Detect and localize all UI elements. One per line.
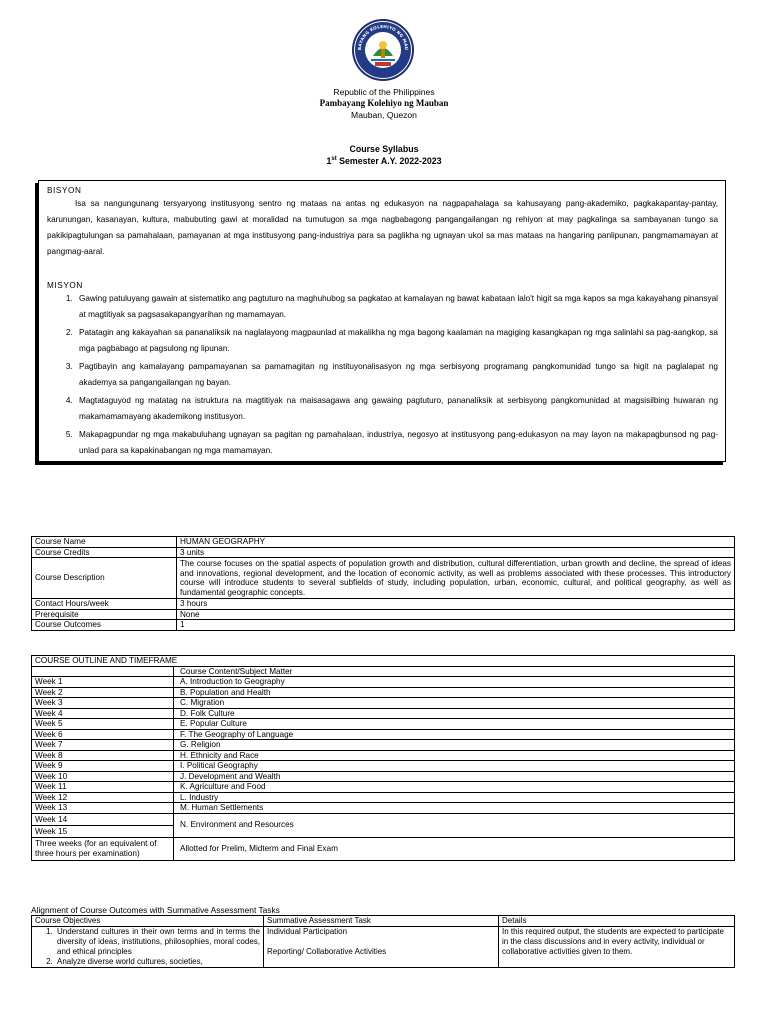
college-seal-logo [351,18,415,82]
week-cell: Week 12 [32,792,174,803]
week-cell: Week 6 [32,729,174,740]
table-row [32,740,735,751]
misyon-heading: MISYON [47,281,83,290]
semester-line: 1st Semester A.Y. 2022-2023 [326,156,442,166]
topic-cell: C. Migration [174,698,735,709]
table-row [32,620,735,631]
bisyon-text: Isa sa nangungunang tersyaryong institusyong sentro ng mataas na antas ng edukasyon na nagpapahalaga sa kahusayang pang-akademiko, pagkakapantay-pantay, karunungan, kasanayan, kultura, mabubuting gawi at moralidad na tumutugon sa mga nagbabagong pangangailangan ng rehiyon at may pagkalinga sa sambayanan tungo sa pakikipagtulungan sa pamahalaan, pamayanan at mga institusyong pang-industriya para sa paglikha ng ugnayan ukol sa mas mataas na hangaring panlipunan, pangmamamayan at pangmag-aaral. [47,199,718,256]
topic-cell: H. Ethnicity and Race [174,750,735,761]
exam-value: Allotted for Prelim, Midterm and Final Exam [174,837,735,860]
table-row [32,537,735,548]
table-row [32,729,735,740]
topic-cell: I. Political Geography [174,761,735,772]
table-row [32,792,735,803]
week-cell: Week 5 [32,719,174,730]
course-name-label: Course Name [32,537,177,548]
prerequisite-label: Prerequisite [32,609,177,620]
course-desc-label: Course Description [32,558,177,599]
table-row [32,927,735,968]
week-cell: Week 13 [32,803,174,814]
table-row [32,813,735,825]
republic-line: Republic of the Philippines [333,87,435,97]
week-cell: Week 3 [32,698,174,709]
topic-cell: B. Population and Health [174,687,735,698]
objective-item: 2. Analyze diverse world cultures, societies, [55,957,260,967]
college-name: Pambayang Kolehiyo ng Mauban [319,98,449,108]
topic-cell: M. Human Settlements [174,803,735,814]
contact-hours-label: Contact Hours/week [32,599,177,610]
week-cell: Week 4 [32,708,174,719]
table-row [32,656,735,667]
table-row [32,750,735,761]
table-row [32,666,735,677]
topic-cell: J. Development and Wealth [174,771,735,782]
alignment-caption: Alignment of Course Outcomes with Summative Assessment Tasks [31,905,280,915]
task-cell [264,927,499,968]
header-task: Summative Assessment Task [264,916,499,927]
week-cell: Week 10 [32,771,174,782]
topic-cell: N. Environment and Resources [174,813,735,837]
week-cell: Week 1 [32,677,174,688]
course-name-value: HUMAN GEOGRAPHY [177,537,735,548]
task-individual: Individual Participation [267,927,348,936]
table-row [32,837,735,860]
outline-heading: COURSE OUTLINE AND TIMEFRAME [32,656,735,667]
alignment-table [31,915,735,968]
misyon-item: 2. Patatagin ang kakayahan sa pananaliksik na naglalayong magpaunlad at makalikha ng mga bagong kaalaman na magiging kasangkapan ng mga salinlahi sa pag-aangkop, sa mga pagbabago at pagsulong ng lipunan. [75,325,718,357]
course-desc-value: The course focuses on the spatial aspects of population growth and distribution, cultural differentiation, urban growth and decline, the spread of ideas and innovations, regional development, and the location of economic activity, as well as problems associated with these processes. This introductory course will introduce students to several subfields of study, including population, urban, economic, cultural, and political geography, as well as fundamental geographic concepts. [177,558,735,599]
header-objectives: Course Objectives [32,916,264,927]
content-header: Course Content/Subject Matter [174,666,735,677]
header-details: Details [499,916,735,927]
course-outcomes-value: 1 [177,620,735,631]
table-row [32,698,735,709]
town-line: Mauban, Quezon [351,110,417,120]
topic-cell: A. Introduction to Geography [174,677,735,688]
table-row [32,687,735,698]
topic-cell: G. Religion [174,740,735,751]
table-row [32,771,735,782]
syllabus-title: Course Syllabus [349,144,419,154]
contact-hours-value: 3 hours [177,599,735,610]
course-outline-table [31,655,735,861]
topic-cell: K. Agriculture and Food [174,782,735,793]
table-row [32,803,735,814]
prerequisite-value: None [177,609,735,620]
objectives-cell [32,927,264,968]
week-cell: Week 8 [32,750,174,761]
bisyon-heading: BISYON [47,186,82,195]
misyon-item: 3. Pagtibayin ang kamalayang pampamayanan sa pamamagitan ng instituyonalisasyon ng mga serbisyong programang pangkomunidad tungo sa higit na paglalapat ng akademya sa pangangailangan ng bayan. [75,359,718,391]
table-row [32,719,735,730]
topic-cell: L. Industry [174,792,735,803]
misyon-item: 4. Magtataguyod ng matatag na istruktura na magtitiyak na maisasagawa ang gawaing pagtuturo, pananaliksik at serbisyong pangkomunidad at magsisilbing huwaran ng makamamamayang akademikong institusyon. [75,393,718,425]
week-cell: Week 15 [32,825,174,837]
course-credits-label: Course Credits [32,547,177,558]
course-credits-value: 3 units [177,547,735,558]
table-row [32,547,735,558]
vision-mission-box [38,180,726,462]
misyon-list [47,291,718,459]
table-row [32,558,735,599]
week-cell: Week 9 [32,761,174,772]
course-info-table [31,536,735,631]
exam-label: Three weeks (for an equivalent of three hours per examination) [32,837,174,860]
topic-cell: F. The Geography of Language [174,729,735,740]
topic-cell: E. Popular Culture [174,719,735,730]
table-row [32,761,735,772]
table-row [32,708,735,719]
table-row [32,599,735,610]
outline-blank-cell [32,666,174,677]
topic-cell: D. Folk Culture [174,708,735,719]
course-outcomes-label: Course Outcomes [32,620,177,631]
table-row [32,609,735,620]
misyon-item: 1. Gawing patuluyang gawain at sistematiko ang pagtuturo na maghuhubog sa pagkatao at kamalayan ng bawat kabataan lalo't higit sa mga kapos sa mga kakayahang pinansyal at magtitiyak sa pagsasakapangyarihan ng mamamayan. [75,291,718,323]
misyon-item: 5. Makapagpundar ng mga makabuluhang ugnayan sa pagitan ng pamahalaan, industriya, negosyo at institusyong pang-edukasyon na may layon na makapagbunsod ng pag-unlad para sa kapakinabangan ng mga mamamayan. [75,427,718,459]
week-cell: Week 2 [32,687,174,698]
week-cell: Week 7 [32,740,174,751]
table-row [32,677,735,688]
table-row [32,916,735,927]
details-cell: In this required output, the students are expected to participate in the class discussions and in every activity, individual or collaborative activities given to them. [499,927,735,968]
task-reporting: Reporting/ Collaborative Activities [267,947,387,956]
objective-item: 1. Understand cultures in their own terms and in terms the diversity of ideas, institutions, philosophies, moral codes, and ethical principles [55,927,260,957]
week-cell: Week 14 [32,813,174,825]
svg-text:PAMBAYANG KOLEHIYO NG MAUBAN: BAYANG KOLEHIYO NG MAU [356,23,410,51]
table-row [32,782,735,793]
week-cell: Week 11 [32,782,174,793]
